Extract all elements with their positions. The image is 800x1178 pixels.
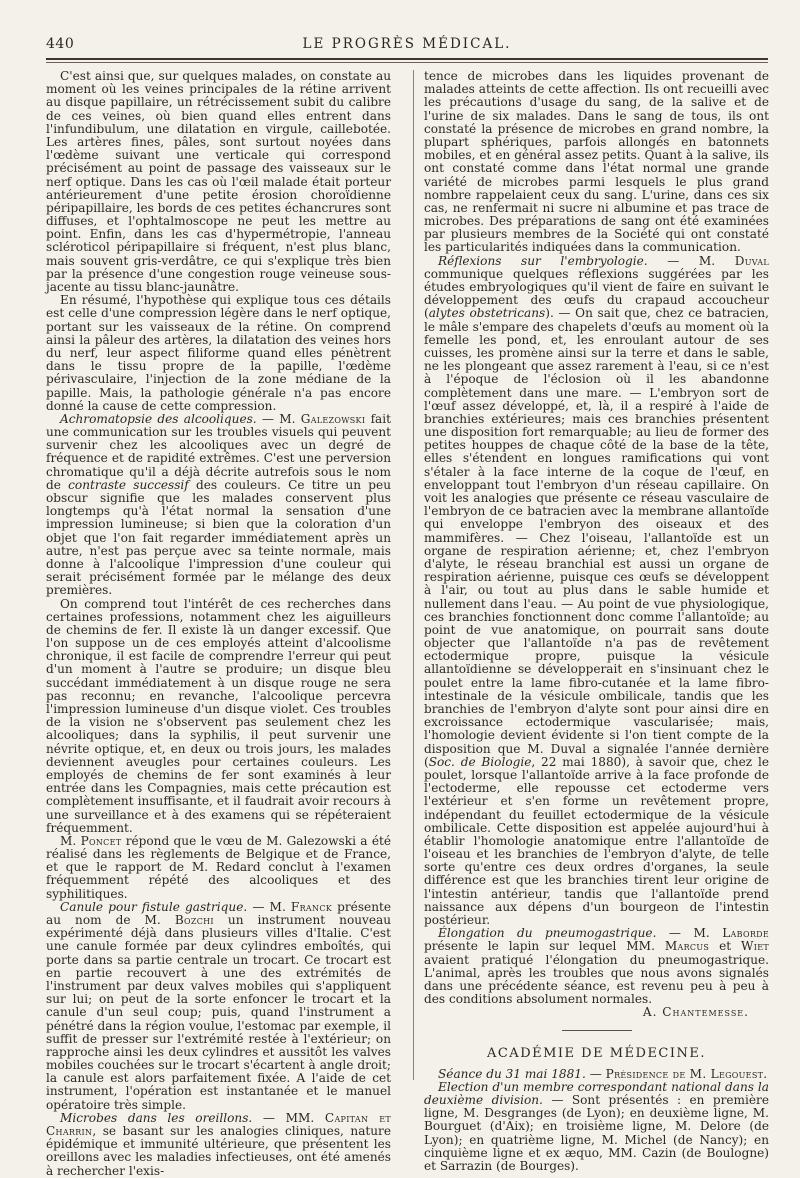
paragraph-embryology: Réflexions sur l'embryologie. — M. Duval communique quelques réflexions suggérées par les études embryologiques qu'il vient de faire en suivant le développement des œufs du crapaud accoucheur (alytes obstetricans). — On sait que, chez ce batracien, le mâle s'empare des chapelets d'œufs au moment où la femelle les pond, et, les enroulant autour de ses cuisses, les promène ainsi sur la terre et dans le sable, ne les plongeant que assez rarement à l'eau, si ce n'est à l'époque de l'éclosion où il les abandonne complètement dans une mare. — L'embryon sort de l'œuf assez développé, et, là, il a respiré à l'aide de branchies extérieures; mais ces branchies présentent une disposition fort remarquable; au lieu de former des petites houppes de chaque côté de la base de la tête, elles s'étendent en longues ramifications qui vont s'étaler à la face interne de la coque de l'œuf, en enveloppant tout l'embryon d'un réseau capillaire. On voit les analogies que présente ce réseau vasculaire de l'embryon de ce batracien avec la membrane allantoïde qui enveloppe l'embryon des oiseaux et des mammifères. — Chez l'oiseau, l'allantoïde est un organe de respiration aérienne; et, chez l'embryon d'alyte, le réseau branchial est aussi un organe de respiration aérienne, puisque ces œufs se développent à l'air, ou tout au plus dans le sable humide et nullement dans l'eau. — Au point de vue physiologique, ces branchies fonctionnent donc comme l'allantoïde; au point de vue anatomique, on pourrait sans doute objecter que l'allantoïde n'a pas de revêtement ectodermique propre, puisque la vésicule allantoïdienne se développerait en s'insinuant chez le poulet entre la lame fibro-cutanée et la lame fibro-intestinale de la vésicule ombilicale, tandis que les branchies de l'embryon d'alyte sont pour ainsi dire en excroissance ectodermique vascularisée; mais, l'homologie devient évidente si l'on tient compte de la disposition que M. Duval a signalée l'année dernière (Soc. de Biologie, 22 mai 1880), à savoir que, chez le poulet, lorsque l'allantoïde arrive à la face profonde de l'ectoderme, elle repousse cet ectoderme vers l'extérieur et s'en forme un revêtement propre, indépendant du feuillet ectodermique de la vésicule ombilicale. Cette disposition est appelée aujourd'hui à établir l'homologie anatomique entre l'allantoïde de l'oiseau et les branchies de l'embryon d'alyte, de telle sorte qu'entre ces deux ordres d'organes, la seule différence est que les branchies tirent leur origine de l'intestin antérieur, tandis que l'allantoïde prend naissance aux dépens d'un bourgeon de l'intestin postérieur. <box>424 253 770 927</box>
paragraph-seance: Séance du 31 mai 1881. — Présidence de M. Legouest. <box>438 1066 768 1081</box>
author-name: Duval <box>734 253 769 268</box>
signature: A. Chantemesse. <box>642 1005 749 1020</box>
paragraph-microbes: Microbes dans les oreillons. — MM. Capitan et Charrin, se basant sur les analogies cliniques, nature épidémique et immunité ultérieure, que présentent les oreillons avec les maladies infectieuses, ont été amenés à rechercher l'exis- <box>46 1110 391 1178</box>
author-name: Galezowski <box>300 411 366 426</box>
header-rule <box>46 58 768 60</box>
running-title: LE PROGRÈS MÉDICAL. <box>302 36 512 52</box>
column-divider <box>413 70 414 1080</box>
section-heading: Canule pour fistule gastrique. <box>60 899 248 914</box>
species-name: alytes obstetricans <box>428 306 546 321</box>
header-rule-thin <box>46 62 768 63</box>
paragraph-elongation: Élongation du pneumogastrique. — M. Laborde présente le lapin sur lequel MM. Marcus et Wiet avaient pratiqué l'élongation du pneumogastrique. L'animal, après les troubles que nous avons signalés dans une précédente séance, est revenu peu à peu à des conditions absolument normales. <box>424 926 769 1007</box>
section-heading: Achromatopsie des alcooliques. <box>60 411 257 426</box>
paragraph-election: Election d'un membre correspondant national dans la deuxième division. — Sont présentés : en première ligne, M. Desgranges (de Lyon); en deuxième ligne, M. Bourguet (d'Aix); en troisième ligne, M. Delore (de Lyon); en quatrième ligne, M. Michel (de Nancy); en cinquième ligne et ex æquo, MM. Cazin (de Boulogne) et Sarrazin (de Bourges). <box>424 1079 769 1173</box>
paragraph-poncet: M. Poncet répond que le vœu de M. Galezowski a été réalisé dans les règlements de Belgique et de France, et que le rapport de M. Redard conclut à l'examen fréquemment répété des alcooliques et des syphilitiques. <box>46 833 391 901</box>
section-divider <box>562 1030 632 1031</box>
author-name: Wiet <box>741 939 769 954</box>
author-name: Bozchi <box>174 913 214 927</box>
page-number: 440 <box>46 36 75 52</box>
section-heading: Réflexions sur l'embryologie. <box>438 253 648 268</box>
author-name: Laborde <box>722 926 769 941</box>
author-name: Marcus <box>664 939 710 954</box>
seance-president: Présidence de M. Legouest. <box>605 1066 768 1081</box>
paragraph-retina: C'est ainsi que, sur quelques malades, on constate au moment où les veines principales de la rétine arrivent au disque papillaire, un rétrécissement subit du calibre de ces veines, où bien quand elles entrent dans l'infundibulum, une dilatation en virgule, caillebotée. Les artères fines, pâles, sont surtout noyées dans l'œdème suivant une verticale qui correspond précisément au point de passage des vaisseaux sur le nerf optique. Dans les cas où l'œil malade était porteur antérieurement d'une petite érosion choroïdienne péripapillaire, les bords de ces petites échancrures sont diffuses, et l'ophtalmoscope ne peut les mettre au point. Enfin, dans les cas d'hypermétropie, l'anneau scléroticol péripapillaire si fréquent, n'est plus blanc, mais souvent gris-verdâtre, ce qui s'explique très bien par la présence d'une congestion rouge veineuse sous-jacente au tissu blanc-jaunâtre. <box>46 69 391 294</box>
paragraph-railway: On comprend tout l'intérêt de ces recherches dans certaines professions, notamment chez les aiguilleurs de chemins de fer. Il existe là un danger excessif. Que l'on suppose un de ces employés atteint d'alcoolisme chronique, il est facile de comprendre l'erreur qui peut d'un moment à l'autre se produire; un disque bleu succédant immédiatement à un disque rouge ne sera pas reconnu; en revanche, l'alcoolique percevra l'impression lumineuse d'un disque violet. Ces troubles de la vision ne s'observent pas seulement chez les alcooliques; dans la syphilis, il peut survenir une névrite optique, et, en deux ou trois jours, les malades deviennent aveugles pour certaines couleurs. Les employés de chemins de fer sont examinés à leur entrée dans les Compagnies, mais cette précaution est complètement insuffisante, et il faudrait avoir recours à une surveillance et à des examens qui se répéteraient fréquemment. <box>46 596 391 835</box>
section-heading: Élongation du pneumogastrique. <box>438 926 657 941</box>
author-name: Poncet <box>80 833 122 848</box>
paragraph-achromatopsia: Achromatopsie des alcooliques. — M. Galezowski fait une communication sur les troubles visuels qui peuvent survenir chez les alcooliques avec un degré de fréquence et de rapidité extrêmes. C'est une perversion chromatique qu'il a déjà décrite autrefois sous le nom de contraste successif des couleurs. Ce titre un peu obscur signifie que les malades conservent plus longtemps qu'à l'état normal la sensation d'une impression lumineuse; si bien que la coloration d'un objet que l'on fait regarder immédiatement après un autre, n'est pas perçue avec sa teinte normale, mais donne à l'alcoolique l'impression d'une couleur qui serait précisément formée par le mélange des deux premières. <box>46 411 391 598</box>
paragraph-canula: Canule pour fistule gastrique. — M. Franck présente au nom de M. Bozchi un instrument nouveau expérimenté déjà dans plusieurs villes d'Italie. C'est une canule formée par deux cylindres emboîtés, qui porte dans sa partie centrale un trocart. Ce trocart est en partie recouvert à une des extrémités de l'instrument par deux valves mobiles qui s'appliquent sur lui; on peut de la sorte enfoncer le trocart et la canule d'un seul coup; puis, quand l'instrument a pénétré dans la région voulue, l'estomac par exemple, il suffit de presser sur l'extrémité restée à l'extérieur; on rapproche ainsi les deux cylindres et aussitôt les valves mobiles couchées sur le trocart s'écartent à angle droit; la canule est alors parfaitement fixée. A l'aide de cet instrument, l'opération est instantanée et le manuel opératoire très simple. <box>46 899 391 1112</box>
section-heading: Microbes dans les oreillons. <box>60 1110 253 1125</box>
reference: Soc. de Biologie <box>428 754 532 769</box>
right-column <box>424 70 769 1173</box>
left-column <box>46 70 391 1178</box>
academy-heading: ACADÉMIE DE MÉDECINE. <box>486 1045 707 1061</box>
seance-date: Séance du 31 mai 1881. <box>438 1066 586 1081</box>
section-heading: Election d'un membre correspondant national dans la deuxième division. <box>424 1079 769 1108</box>
paragraph-microbes-cont: tence de microbes dans les liquides provenant de malades atteints de cette affection. Ils ont recueilli avec les précautions d'usage du sang, de la salive et de l'urine de six malades. Dans le sang de tous, ils ont constaté la présence de microbes en grand nombre, la plupart sphériques, parfois allongés en batonnets mobiles, et en général assez petits. Quant à la salive, ils ont constaté comme dans l'état normal une grande variété de microbes parmi lesquels le plus grand nombre rappelaient ceux du sang. L'urine, dans ces six cas, ne renfermait ni sucre ni albumine et pas trace de microbes. Des préparations de sang ont été examinées par plusieurs membres de la Société qui ont constaté les particularités indiquées dans la communication. <box>424 69 769 255</box>
page-header <box>46 36 768 56</box>
author-name: Capitan et Charrin <box>46 1110 391 1138</box>
author-name: Franck <box>290 899 333 914</box>
paragraph-summary: En résumé, l'hypothèse qui explique tous ces détails est celle d'une compression légère dans le nerf optique, portant sur les vaisseaux de la rétine. On comprend ainsi la pâleur des artères, la dilatation des veines hors du nerf, leur aspect filiforme quand elles pénètrent dans le tissu propre de la papille, l'œdème périvasculaire, l'injection de la zone médiane de la papille. Mais, la pathologie générale n'a pas encore donné la cause de cette compression. <box>46 293 391 413</box>
italic-term: contraste successif <box>68 477 189 492</box>
